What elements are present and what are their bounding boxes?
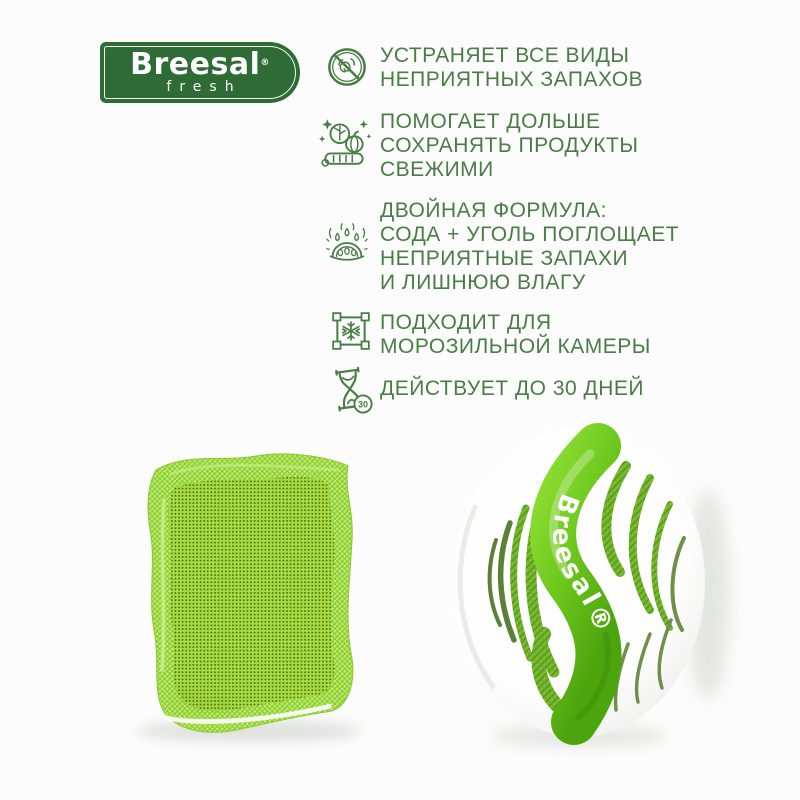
sachet-left-seam-highlight [162,500,164,670]
feature-line: НЕПРИЯТНЫХ ЗАПАХОВ [380,68,644,91]
logo-brand-text [130,46,270,82]
feature-4-text [380,311,651,359]
feature-line: МОРОЗИЛЬНОЙ КАМЕРЫ [380,335,651,358]
days-badge-number: 30 [357,399,369,410]
feature-line: И ЛИШНЮЮ ВЛАГУ [380,271,586,294]
feature-line: НЕПРИЯТНЫЕ ЗАПАХИ [380,247,629,270]
feature-line: ПОМОГАЕТ ДОЛЬШЕ [380,110,601,133]
white-oval-container [436,420,728,750]
feature-line: СВЕЖИМИ [380,158,494,181]
logo-brand-word: Breesal [130,46,261,82]
freezer-icon [330,310,372,352]
breesal-logo [100,42,300,103]
feature-3-text [380,199,679,295]
30-days-icon [330,366,374,414]
feature-5-text [380,377,644,401]
feature-1-text [380,44,643,92]
no-odors-icon [326,46,368,88]
feature-line: ПОДХОДИТ ДЛЯ [380,311,552,334]
fresh-products-icon [318,114,372,168]
logo-trademark: ® [260,57,270,68]
feature-line: ДВОЙНАЯ ФОРМУЛА: [380,199,607,222]
logo-subtitle: fresh [166,78,242,95]
dual-formula-icon [324,220,370,266]
feature-2-text [380,110,638,182]
green-mesh-sachet [116,440,382,746]
feature-line: СОХРАНЯТЬ ПРОДУКТЫ [380,134,639,157]
device-brand-text: Breesal® [545,489,619,639]
feature-line: СОДА + УГОЛЬ ПОГЛОЩАЕТ [380,223,680,246]
feature-line: ДЕЙСТВУЕТ ДО 30 ДНЕЙ [380,377,645,400]
feature-line: УСТРАНЯЕТ ВСЕ ВИДЫ [380,44,630,67]
sachet-inner-content [169,477,335,712]
